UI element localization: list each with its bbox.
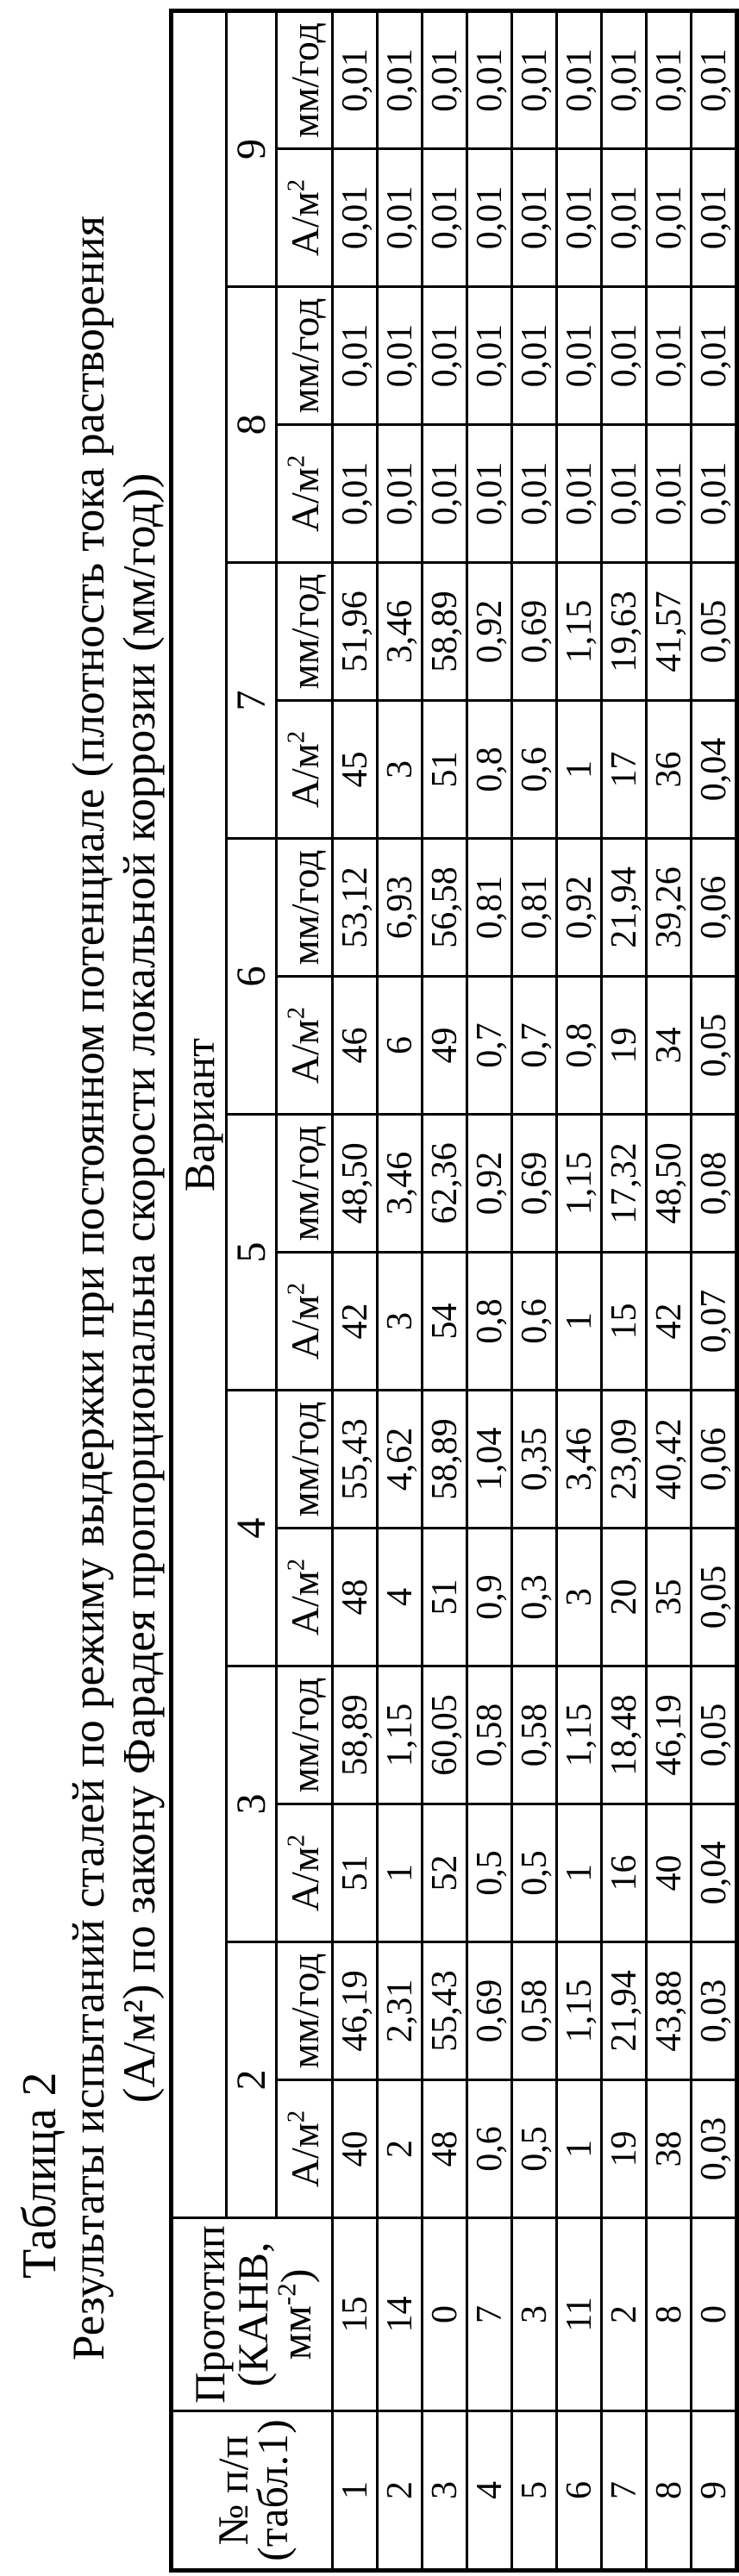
value-cell-rate: 0,81: [467, 839, 512, 977]
value-cell-rate: 3,46: [557, 1391, 602, 1529]
value-cell-rate: 48,50: [647, 1115, 692, 1253]
value-cell-rate: 0,01: [333, 11, 378, 149]
kanv-cell: 14: [378, 2218, 423, 2411]
value-cell-current: 17: [602, 701, 647, 839]
unit-header-rate: мм/год: [277, 1115, 333, 1253]
kanv-cell: 11: [557, 2218, 602, 2411]
value-cell-rate: 1,15: [557, 563, 602, 701]
value-cell-rate: 1,15: [557, 1666, 602, 1804]
value-cell-rate: 0,01: [692, 11, 737, 149]
value-cell-rate: 0,01: [467, 11, 512, 149]
value-cell-rate: 0,01: [333, 287, 378, 425]
value-cell-current: 0,01: [602, 149, 647, 287]
table-row: [378, 11, 423, 2571]
variant-number-header: 3: [227, 1666, 277, 1942]
value-cell-current: 16: [602, 1804, 647, 1942]
row-number-cell: 2: [378, 2411, 423, 2571]
value-cell-rate: 3,46: [378, 1115, 423, 1253]
value-cell-rate: 0,01: [557, 287, 602, 425]
unit-header-rate: мм/год: [277, 11, 333, 149]
value-cell-rate: 0,01: [378, 287, 423, 425]
value-cell-current: 0,9: [467, 1529, 512, 1666]
value-cell-rate: 0,92: [557, 839, 602, 977]
value-cell-current: 0,5: [512, 2080, 557, 2218]
value-cell-rate: 62,36: [423, 1115, 467, 1253]
variant-number-header: 7: [227, 563, 277, 839]
value-cell-rate: 41,57: [647, 563, 692, 701]
value-cell-current: 40: [647, 1804, 692, 1942]
value-cell-rate: 0,05: [692, 1666, 737, 1804]
value-cell-current: 0,01: [378, 425, 423, 563]
value-cell-current: 0,8: [557, 977, 602, 1115]
value-cell-rate: 1,15: [557, 1115, 602, 1253]
table-row: [647, 11, 692, 2571]
value-cell-rate: 60,05: [423, 1666, 467, 1804]
value-cell-current: 0,01: [467, 149, 512, 287]
value-cell-rate: 46,19: [647, 1666, 692, 1804]
value-cell-rate: 51,96: [333, 563, 378, 701]
unit-header-current: $А/м^2$: [277, 701, 333, 839]
value-cell-rate: 4,62: [378, 1391, 423, 1529]
value-cell-current: 19: [602, 977, 647, 1115]
value-cell-current: 0,01: [557, 425, 602, 563]
value-cell-current: 0,01: [602, 425, 647, 563]
table-row: [333, 11, 378, 2571]
value-cell-rate: 1,15: [557, 1942, 602, 2080]
unit-header-current: $А/м^2$: [277, 1529, 333, 1666]
unit-header-current: $А/м^2$: [277, 425, 333, 563]
value-cell-current: 0,01: [333, 425, 378, 563]
unit-header-current: $А/м^2$: [277, 1253, 333, 1391]
unit-header-rate: мм/год: [277, 563, 333, 701]
table-row: [602, 11, 647, 2571]
variant-number-header: 5: [227, 1115, 277, 1391]
value-cell-current: 2: [378, 2080, 423, 2218]
value-cell-rate: 56,58: [423, 839, 467, 977]
value-cell-current: 6: [378, 977, 423, 1115]
value-cell-rate: 21,94: [602, 839, 647, 977]
value-cell-rate: 58,89: [423, 1391, 467, 1529]
value-cell-rate: 0,01: [692, 287, 737, 425]
value-cell-rate: 0,58: [467, 1666, 512, 1804]
value-cell-current: 0,5: [512, 1804, 557, 1942]
value-cell-rate: 0,01: [423, 287, 467, 425]
row-number-cell: 4: [467, 2411, 512, 2571]
value-cell-rate: 0,92: [467, 563, 512, 701]
row-number-cell: 1: [333, 2411, 378, 2571]
kanv-cell: 0: [692, 2218, 737, 2411]
kanv-cell: 3: [512, 2218, 557, 2411]
header-prototype: Прототип (КАНВ, $мм^{-2}$): [172, 2218, 333, 2411]
value-cell-current: 0,01: [557, 149, 602, 287]
value-cell-current: 45: [333, 701, 378, 839]
value-cell-current: 51: [333, 1804, 378, 1942]
value-cell-rate: 0,08: [692, 1115, 737, 1253]
value-cell-current: 36: [647, 701, 692, 839]
value-cell-rate: 39,26: [647, 839, 692, 977]
value-cell-current: 42: [647, 1253, 692, 1391]
variant-number-header: 8: [227, 287, 277, 563]
value-cell-rate: 18,48: [602, 1666, 647, 1804]
unit-header-rate: мм/год: [277, 1391, 333, 1529]
table-caption: [64, 0, 166, 2576]
value-cell-current: 0,8: [467, 1253, 512, 1391]
value-cell-current: 0,01: [512, 149, 557, 287]
value-cell-rate: 58,89: [423, 563, 467, 701]
value-cell-rate: 53,12: [333, 839, 378, 977]
value-cell-rate: 0,01: [557, 11, 602, 149]
value-cell-rate: 0,81: [512, 839, 557, 977]
value-cell-current: 42: [333, 1253, 378, 1391]
unit-header-current: $А/м^2$: [277, 977, 333, 1115]
value-cell-current: 0,01: [647, 149, 692, 287]
kanv-cell: 2: [602, 2218, 647, 2411]
value-cell-rate: 0,58: [512, 1942, 557, 2080]
unit-header-rate: мм/год: [277, 287, 333, 425]
kanv-cell: 0: [423, 2218, 467, 2411]
value-cell-rate: 1,15: [378, 1666, 423, 1804]
value-cell-rate: 0,06: [692, 1391, 737, 1529]
variant-number-header: 4: [227, 1391, 277, 1666]
value-cell-current: 3: [378, 1253, 423, 1391]
variant-number-header: 6: [227, 839, 277, 1115]
value-cell-current: 0,7: [512, 977, 557, 1115]
value-cell-current: 35: [647, 1529, 692, 1666]
value-cell-current: 0,05: [692, 1529, 737, 1666]
value-cell-rate: 0,05: [692, 563, 737, 701]
value-cell-rate: 0,35: [512, 1391, 557, 1529]
value-cell-current: 48: [423, 2080, 467, 2218]
value-cell-current: 3: [557, 1529, 602, 1666]
value-cell-rate: 19,63: [602, 563, 647, 701]
value-cell-current: 0,01: [423, 425, 467, 563]
value-cell-current: 0,01: [467, 425, 512, 563]
value-cell-rate: 0,69: [512, 563, 557, 701]
header-row-number: № п/п (табл.1): [172, 2411, 333, 2571]
table-row: [512, 11, 557, 2571]
value-cell-current: 0,7: [467, 977, 512, 1115]
value-cell-rate: 40,42: [647, 1391, 692, 1529]
value-cell-current: 52: [423, 1804, 467, 1942]
value-cell-current: 0,04: [692, 701, 737, 839]
value-cell-current: 19: [602, 2080, 647, 2218]
table-caption-line2: (А/м²) по закону Фарадея пропорциональна скорости локальной коррозии (мм/год)): [115, 472, 165, 2104]
value-cell-current: 0,3: [512, 1529, 557, 1666]
table-row: [423, 11, 467, 2571]
value-cell-current: 49: [423, 977, 467, 1115]
value-cell-rate: 0,06: [692, 839, 737, 977]
variant-number-header: 9: [227, 11, 277, 287]
unit-header-current: $А/м^2$: [277, 2080, 333, 2218]
header-variant: Вариант: [172, 11, 227, 2218]
value-cell-current: 1: [557, 701, 602, 839]
value-cell-rate: 43,88: [647, 1942, 692, 2080]
kanv-cell: 7: [467, 2218, 512, 2411]
value-cell-current: 46: [333, 977, 378, 1115]
value-cell-current: 0,6: [467, 2080, 512, 2218]
unit-header-rate: мм/год: [277, 839, 333, 977]
value-cell-current: 51: [423, 1529, 467, 1666]
value-cell-rate: 0,92: [467, 1115, 512, 1253]
value-cell-current: 38: [647, 2080, 692, 2218]
value-cell-current: 0,6: [512, 1253, 557, 1391]
value-cell-current: 0,01: [692, 149, 737, 287]
value-cell-rate: 0,03: [692, 1942, 737, 2080]
value-cell-current: 20: [602, 1529, 647, 1666]
value-cell-rate: 23,09: [602, 1391, 647, 1529]
value-cell-current: 1: [557, 1804, 602, 1942]
value-cell-rate: 0,01: [602, 287, 647, 425]
value-cell-current: 0,01: [692, 425, 737, 563]
value-cell-current: 0,8: [467, 701, 512, 839]
value-cell-current: 48: [333, 1529, 378, 1666]
value-cell-rate: 0,69: [512, 1115, 557, 1253]
value-cell-current: 0,04: [692, 1804, 737, 1942]
value-cell-rate: 0,01: [467, 287, 512, 425]
value-cell-current: 0,5: [467, 1804, 512, 1942]
value-cell-rate: 0,01: [378, 11, 423, 149]
value-cell-rate: 55,43: [333, 1391, 378, 1529]
value-cell-current: 0,01: [647, 425, 692, 563]
value-cell-rate: 17,32: [602, 1115, 647, 1253]
kanv-cell: 8: [647, 2218, 692, 2411]
results-table-body: [333, 11, 737, 2571]
value-cell-current: 1: [557, 2080, 602, 2218]
value-cell-rate: 6,93: [378, 839, 423, 977]
value-cell-current: 54: [423, 1253, 467, 1391]
value-cell-current: 0,01: [512, 425, 557, 563]
row-number-cell: 8: [647, 2411, 692, 2571]
unit-header-rate: мм/год: [277, 1666, 333, 1804]
value-cell-rate: 0,01: [512, 287, 557, 425]
table-label: Таблица 2: [13, 2072, 66, 2279]
value-cell-current: 0,6: [512, 701, 557, 839]
row-number-cell: 3: [423, 2411, 467, 2571]
unit-header-current: $А/м^2$: [277, 149, 333, 287]
unit-header-current: $А/м^2$: [277, 1804, 333, 1942]
value-cell-current: 40: [333, 2080, 378, 2218]
value-cell-rate: 0,01: [512, 11, 557, 149]
value-cell-rate: 0,69: [467, 1942, 512, 2080]
row-number-cell: 6: [557, 2411, 602, 2571]
table-row: [467, 11, 512, 2571]
results-table: [169, 9, 739, 2573]
value-cell-rate: 0,01: [647, 11, 692, 149]
value-cell-current: 34: [647, 977, 692, 1115]
value-cell-current: 51: [423, 701, 467, 839]
row-number-cell: 5: [512, 2411, 557, 2571]
value-cell-current: 0,01: [378, 149, 423, 287]
value-cell-current: 4: [378, 1529, 423, 1666]
row-number-cell: 7: [602, 2411, 647, 2571]
value-cell-rate: 46,19: [333, 1942, 378, 2080]
value-cell-rate: 2,31: [378, 1942, 423, 2080]
value-cell-rate: 21,94: [602, 1942, 647, 2080]
value-cell-current: 0,03: [692, 2080, 737, 2218]
unit-header-rate: мм/год: [277, 1942, 333, 2080]
value-cell-current: 1: [378, 1804, 423, 1942]
value-cell-current: 15: [602, 1253, 647, 1391]
value-cell-current: 0,05: [692, 977, 737, 1115]
table-caption-line1: Результаты испытаний сталей по режиму выдержки при постоянном потенциале (плотность тока растворения: [64, 215, 114, 2361]
value-cell-current: 0,07: [692, 1253, 737, 1391]
value-cell-current: 3: [378, 701, 423, 839]
value-cell-rate: 0,58: [512, 1666, 557, 1804]
kanv-cell: 15: [333, 2218, 378, 2411]
value-cell-rate: 1,04: [467, 1391, 512, 1529]
value-cell-rate: 0,01: [602, 11, 647, 149]
value-cell-current: 1: [557, 1253, 602, 1391]
value-cell-rate: 0,01: [423, 11, 467, 149]
value-cell-rate: 55,43: [423, 1942, 467, 2080]
table-row: [692, 11, 737, 2571]
value-cell-current: 0,01: [423, 149, 467, 287]
table-row: [557, 11, 602, 2571]
variant-number-header: 2: [227, 1942, 277, 2218]
row-number-cell: 9: [692, 2411, 737, 2571]
value-cell-rate: 48,50: [333, 1115, 378, 1253]
value-cell-rate: 58,89: [333, 1666, 378, 1804]
value-cell-rate: 3,46: [378, 563, 423, 701]
value-cell-rate: 0,01: [647, 287, 692, 425]
value-cell-current: 0,01: [333, 149, 378, 287]
